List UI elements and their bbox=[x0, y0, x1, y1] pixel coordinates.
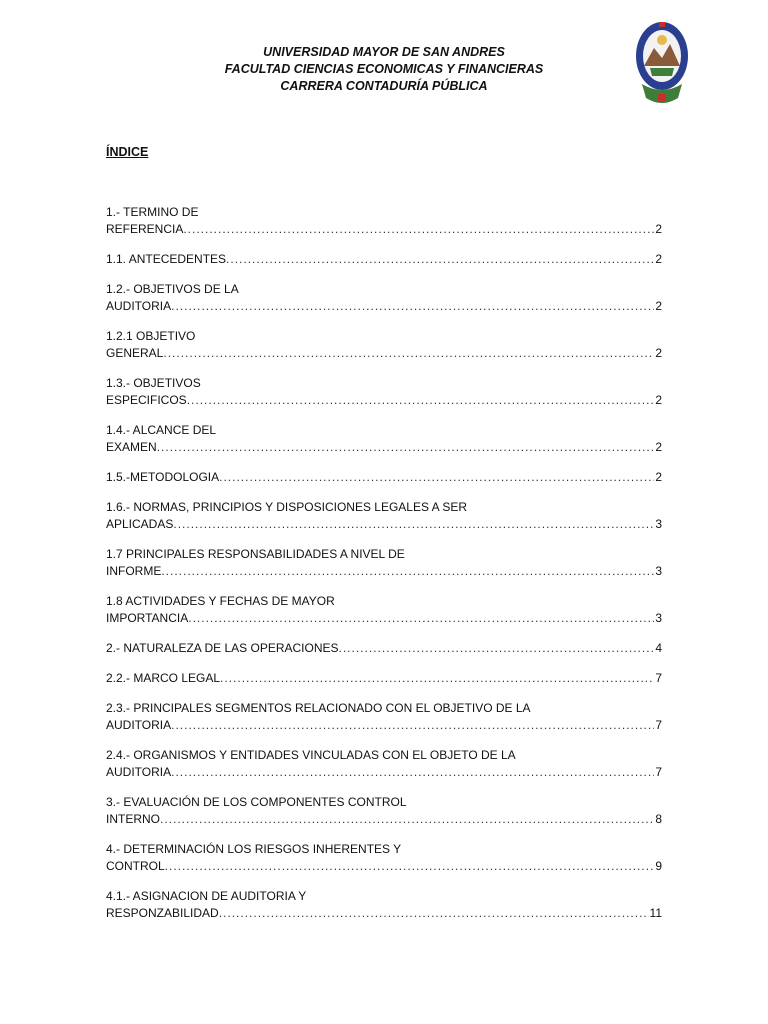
toc-entry-label: EXAMEN bbox=[106, 440, 157, 454]
toc-page-number: 8 bbox=[655, 812, 662, 826]
toc-entry-heading: 4.- DETERMINACIÓN LOS RIESGOS INHERENTES Y bbox=[106, 842, 402, 856]
toc-entry-label: REFERENCIA bbox=[106, 222, 184, 236]
toc-page-number: 7 bbox=[655, 671, 662, 685]
toc-leader-dots bbox=[173, 516, 654, 533]
toc-entry-line bbox=[106, 640, 662, 657]
toc-entry-line bbox=[106, 345, 662, 362]
toc-entry bbox=[106, 546, 662, 580]
toc-entry-heading: 1.7 PRINCIPALES RESPONSABILIDADES A NIVEL DE bbox=[106, 547, 405, 561]
toc-entry-label: 1.5.-METODOLOGIA bbox=[106, 470, 220, 484]
document-header bbox=[190, 44, 578, 95]
toc-entry-line bbox=[106, 516, 662, 533]
toc-page-number: 2 bbox=[655, 222, 662, 236]
toc-entry bbox=[106, 670, 662, 687]
toc-entry bbox=[106, 281, 662, 315]
toc-page-number: 3 bbox=[655, 517, 662, 531]
toc-entry bbox=[106, 700, 662, 734]
toc-entry-line bbox=[106, 439, 662, 456]
toc-entry-label: CONTROL bbox=[106, 859, 165, 873]
toc-page-number: 3 bbox=[655, 564, 662, 578]
toc-entry-label: 2.- NATURALEZA DE LAS OPERACIONES bbox=[106, 641, 339, 655]
toc-entry-label: 2.2.- MARCO LEGAL bbox=[106, 671, 221, 685]
toc-entry-label: AUDITORIA bbox=[106, 765, 172, 779]
header-university: UNIVERSIDAD MAYOR DE SAN ANDRES bbox=[263, 45, 505, 59]
toc-leader-dots bbox=[171, 764, 654, 781]
toc-leader-dots bbox=[163, 345, 654, 362]
toc-entry-heading: 3.- EVALUACIÓN DE LOS COMPONENTES CONTROL bbox=[106, 795, 407, 809]
toc-entry-line bbox=[106, 221, 662, 238]
toc-entry-heading: 1.3.- OBJETIVOS bbox=[106, 376, 201, 390]
header-career: CARRERA CONTADURÍA PÚBLICA bbox=[280, 79, 488, 93]
toc-leader-dots bbox=[187, 392, 655, 409]
toc-entry-line bbox=[106, 858, 662, 875]
toc-leader-dots bbox=[226, 251, 654, 268]
table-of-contents bbox=[106, 204, 662, 922]
toc-entry-label: RESPONZABILIDAD bbox=[106, 906, 219, 920]
toc-entry-heading: 4.1.- ASIGNACION DE AUDITORIA Y bbox=[106, 889, 307, 903]
toc-entry-line bbox=[106, 764, 662, 781]
toc-leader-dots bbox=[219, 469, 654, 486]
toc-leader-dots bbox=[157, 439, 655, 456]
toc-entry-line bbox=[106, 563, 662, 580]
toc-entry bbox=[106, 841, 662, 875]
toc-entry-line bbox=[106, 392, 662, 409]
toc-entry-label: 1.1. ANTECEDENTES bbox=[106, 252, 227, 266]
toc-page-number: 11 bbox=[649, 906, 662, 920]
toc-entry-label: AUDITORIA bbox=[106, 718, 172, 732]
toc-entry-line bbox=[106, 811, 662, 828]
toc-leader-dots bbox=[188, 610, 654, 627]
toc-page-number: 2 bbox=[655, 299, 662, 313]
toc-entry-heading: 1.6.- NORMAS, PRINCIPIOS Y DISPOSICIONES LEGALES A SER bbox=[106, 500, 468, 514]
toc-leader-dots bbox=[165, 858, 655, 875]
toc-leader-dots bbox=[219, 905, 649, 922]
toc-page-number: 2 bbox=[655, 252, 662, 266]
toc-page-number: 2 bbox=[655, 393, 662, 407]
toc-entry bbox=[106, 593, 662, 627]
toc-entry bbox=[106, 499, 662, 533]
toc-entry bbox=[106, 422, 662, 456]
toc-entry-label: INFORME bbox=[106, 564, 162, 578]
toc-entry bbox=[106, 251, 662, 268]
toc-entry bbox=[106, 375, 662, 409]
toc-entry bbox=[106, 469, 662, 486]
toc-entry-label: APLICADAS bbox=[106, 517, 174, 531]
toc-entry-heading: 1.- TERMINO DE bbox=[106, 205, 199, 219]
toc-entry bbox=[106, 888, 662, 922]
toc-entry-line bbox=[106, 905, 662, 922]
toc-entry-line bbox=[106, 469, 662, 486]
toc-entry-line bbox=[106, 610, 662, 627]
toc-page-number: 7 bbox=[655, 765, 662, 779]
toc-page-number: 9 bbox=[655, 859, 662, 873]
toc-leader-dots bbox=[339, 640, 655, 657]
toc-entry bbox=[106, 640, 662, 657]
toc-page-number: 2 bbox=[655, 470, 662, 484]
toc-leader-dots bbox=[183, 221, 654, 238]
toc-leader-dots bbox=[220, 670, 654, 687]
toc-entry-label: IMPORTANCIA bbox=[106, 611, 189, 625]
toc-entry-label: ESPECIFICOS bbox=[106, 393, 187, 407]
toc-leader-dots bbox=[171, 717, 654, 734]
header-faculty: FACULTAD CIENCIAS ECONOMICAS Y FINANCIERAS bbox=[224, 62, 544, 76]
toc-entry-line bbox=[106, 670, 662, 687]
toc-entry-heading: 1.2.1 OBJETIVO bbox=[106, 329, 196, 343]
toc-leader-dots bbox=[161, 563, 654, 580]
toc-entry bbox=[106, 794, 662, 828]
toc-page-number: 3 bbox=[655, 611, 662, 625]
index-title: ÍNDICE bbox=[106, 145, 149, 159]
toc-entry-line bbox=[106, 717, 662, 734]
toc-page-number: 2 bbox=[655, 346, 662, 360]
toc-leader-dots bbox=[160, 811, 654, 828]
toc-page-number: 4 bbox=[655, 641, 662, 655]
toc-entry-line bbox=[106, 298, 662, 315]
toc-entry-label: GENERAL bbox=[106, 346, 164, 360]
toc-entry-label: INTERNO bbox=[106, 812, 160, 826]
toc-entry-heading: 1.4.- ALCANCE DEL bbox=[106, 423, 217, 437]
toc-page-number: 7 bbox=[655, 718, 662, 732]
toc-entry bbox=[106, 328, 662, 362]
toc-page-number: 2 bbox=[655, 440, 662, 454]
toc-entry-label: AUDITORIA bbox=[106, 299, 172, 313]
toc-entry bbox=[106, 747, 662, 781]
toc-entry-heading: 1.8 ACTIVIDADES Y FECHAS DE MAYOR bbox=[106, 594, 335, 608]
toc-entry bbox=[106, 204, 662, 238]
toc-entry-heading: 1.2.- OBJETIVOS DE LA bbox=[106, 282, 239, 296]
toc-entry-heading: 2.3.- PRINCIPALES SEGMENTOS RELACIONADO CON EL OBJETIVO DE LA bbox=[106, 701, 531, 715]
toc-entry-heading: 2.4.- ORGANISMOS Y ENTIDADES VINCULADAS CON EL OBJETO DE LA bbox=[106, 748, 516, 762]
toc-entry-line bbox=[106, 251, 662, 268]
university-seal-icon bbox=[632, 18, 692, 110]
toc-leader-dots bbox=[171, 298, 654, 315]
